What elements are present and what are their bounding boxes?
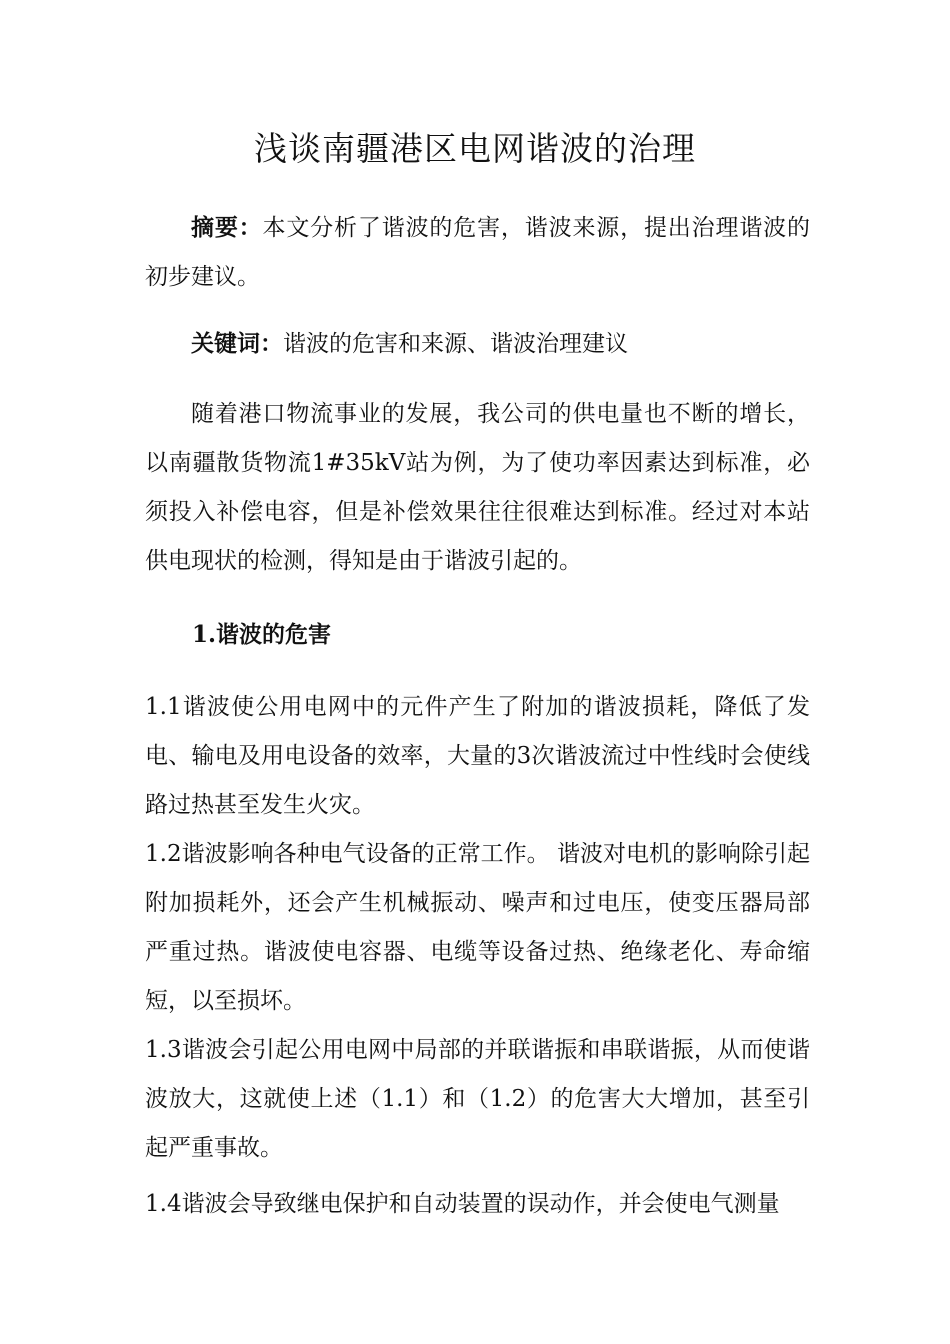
- keywords-paragraph: [145, 319, 810, 369]
- intro-paragraph: 随着港口物流事业的发展，我公司的供电量也不断的增长，以南疆散货物流1#35kV站为例，为了使功率因素达到标准，必须投入补偿电容，但是补偿效果往往很难达到标准。经过对本站供电现状的检测，得知是由于谐波引起的。: [145, 401, 810, 574]
- section-heading: 1.谐波的危害: [192, 621, 332, 648]
- keywords-text: 谐波的危害和来源、谐波治理建议: [283, 331, 628, 357]
- document-title: 浅谈南疆港区电网谐波的治理: [254, 129, 696, 168]
- abstract-text: 本文分析了谐波的危害，谐波来源，提出治理谐波的初步建议。: [145, 215, 811, 290]
- abstract-label: 摘要：: [191, 214, 263, 241]
- section-item-1-1: 1.1谐波使公用电网中的元件产生了附加的谐波损耗，降低了发电、输电及用电设备的效率，大量的3次谐波流过中性线时会使线路过热甚至发生火灾。: [145, 694, 810, 818]
- section-item-1-4: 1.4谐波会导致继电保护和自动装置的误动作，并会使电气测量: [145, 1191, 780, 1217]
- keywords-label: 关键词：: [191, 330, 283, 357]
- section-item-1-2: 1.2谐波影响各种电气设备的正常工作。 谐波对电机的影响除引起附加损耗外，还会产生机械振动、噪声和过电压，使变压器局部严重过热。谐波使电容器、电缆等设备过热、绝缘老化、寿命缩短，以至损坏。: [145, 841, 810, 1014]
- section-item-1-3: 1.3谐波会引起公用电网中局部的并联谐振和串联谐振，从而使谐波放大，这就使上述（1.1）和（1.2）的危害大大增加，甚至引起严重事故。: [145, 1037, 810, 1161]
- abstract-paragraph: [145, 203, 810, 302]
